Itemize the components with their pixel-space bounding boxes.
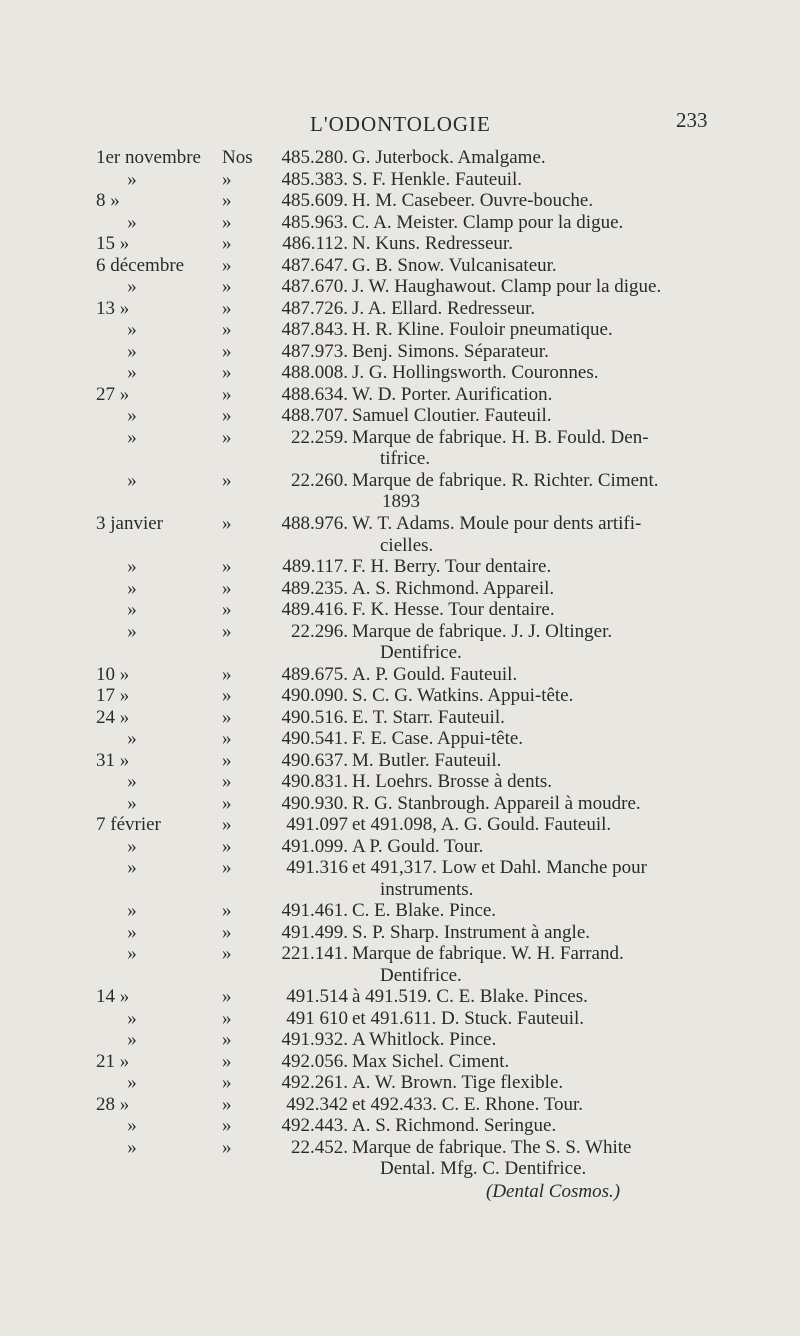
entry-date: 13 » (96, 297, 130, 319)
entry-number-prefix: » (222, 383, 232, 405)
source-citation: (Dental Cosmos.) (486, 1180, 621, 1202)
patent-entry (0, 1051, 800, 1073)
patent-description: S. P. Sharp. Instrument à angle. (352, 921, 591, 943)
patent-number: 489.675. (281, 663, 348, 685)
patent-description: A P. Gould. Tour. (352, 835, 484, 857)
patent-number: 489.117. (282, 556, 348, 577)
patent-entry (0, 362, 800, 384)
patent-description: et 492.433. C. E. Rhone. Tour. (352, 1093, 584, 1115)
patent-number: 491 610 (286, 1007, 348, 1029)
entry-date: » (127, 1072, 137, 1093)
patent-entry (0, 169, 800, 191)
patent-number: 487.843. (281, 319, 348, 340)
patent-description-continued: instruments. (380, 878, 474, 900)
patent-description: F. H. Berry. Tour dentaire. (352, 556, 552, 577)
patent-description: A. S. Richmond. Seringue. (352, 1115, 557, 1136)
year-heading (0, 491, 800, 513)
patent-entry (0, 190, 800, 212)
entry-date: » (127, 1029, 137, 1050)
patent-entry-continuation (0, 535, 800, 557)
entry-number-prefix: » (222, 190, 232, 211)
patent-number: 487.647. (281, 254, 348, 276)
patent-entry (0, 298, 800, 320)
patent-number: 491.316 (286, 857, 348, 878)
patent-number: 488.976. (281, 513, 348, 534)
patent-list (0, 147, 800, 1204)
patent-description: H. Loehrs. Brosse à dents. (352, 771, 552, 792)
patent-description: Max Sichel. Ciment. (352, 1050, 510, 1072)
patent-description: S. C. G. Watkins. Appui-tête. (352, 685, 574, 706)
entry-number-prefix: » (222, 1007, 232, 1029)
patent-entry (0, 814, 800, 836)
patent-description: Marque de fabrique. The S. S. White (352, 1136, 632, 1158)
entry-number-prefix: » (222, 577, 232, 599)
patent-number: 490.637. (281, 749, 348, 771)
patent-entry-continuation (0, 1158, 800, 1180)
patent-description: N. Kuns. Redresseur. (352, 233, 513, 254)
entry-date: » (127, 728, 137, 749)
entry-date: » (127, 556, 137, 577)
entry-number-prefix: » (222, 233, 232, 254)
entry-number-prefix: » (222, 426, 232, 448)
patent-number: 491.514 (286, 986, 348, 1007)
patent-entry (0, 900, 800, 922)
patent-entry (0, 319, 800, 341)
running-title: L'ODONTOLOGIE (310, 112, 491, 136)
patent-number: 221.141. (281, 943, 348, 964)
patent-number: 492.261. (281, 1072, 348, 1093)
entry-number-prefix: » (222, 943, 232, 964)
patent-number: 487.973. (281, 340, 348, 362)
patent-entry (0, 857, 800, 879)
patent-entry (0, 405, 800, 427)
entry-date: » (127, 1115, 137, 1136)
patent-entry (0, 1008, 800, 1030)
patent-entry (0, 664, 800, 686)
entry-number-prefix: Nos (222, 147, 253, 168)
entry-number-prefix: » (222, 362, 232, 383)
patent-description: Samuel Cloutier. Fauteuil. (352, 405, 552, 426)
patent-entry (0, 427, 800, 449)
page-number: 233 (676, 108, 708, 132)
patent-entry (0, 621, 800, 643)
entry-date: 17 » (96, 685, 130, 706)
entry-date: » (127, 857, 137, 878)
patent-number: 491.099. (281, 835, 348, 857)
patent-entry (0, 1072, 800, 1094)
patent-description: Marque de fabrique. H. B. Fould. Den- (352, 426, 649, 448)
entry-number-prefix: » (222, 728, 232, 749)
entry-date: 6 décembre (96, 254, 185, 276)
patent-number: 22.259. (291, 426, 348, 448)
entry-date: 1er novembre (96, 147, 201, 168)
patent-entry (0, 578, 800, 600)
entry-number-prefix: » (222, 1093, 232, 1115)
patent-description: A. P. Gould. Fauteuil. (352, 663, 518, 685)
entry-date: » (127, 599, 137, 620)
entry-date: » (127, 469, 137, 491)
patent-entry (0, 147, 800, 169)
patent-number: 485.280. (281, 147, 348, 168)
patent-description: A. S. Richmond. Appareil. (352, 577, 555, 599)
patent-entry-continuation (0, 965, 800, 987)
patent-entry-continuation (0, 642, 800, 664)
entry-date: 8 » (96, 190, 120, 211)
patent-entry (0, 1029, 800, 1051)
patent-number: 485.383. (281, 168, 348, 190)
patent-number: 486.112. (282, 233, 348, 254)
entry-date: 28 » (96, 1093, 130, 1115)
entry-number-prefix: » (222, 792, 232, 814)
entry-date: » (127, 405, 137, 426)
patent-number: 485.963. (281, 211, 348, 233)
source-line (0, 1180, 800, 1204)
patent-number: 491.097 (286, 814, 348, 835)
entry-date: 15 » (96, 233, 130, 254)
patent-number: 485.609. (281, 190, 348, 211)
patent-description: M. Butler. Fauteuil. (352, 749, 502, 771)
entry-date: » (127, 1136, 137, 1158)
entry-date: » (127, 792, 137, 814)
patent-entry (0, 470, 800, 492)
entry-number-prefix: » (222, 211, 232, 233)
entry-number-prefix: » (222, 168, 232, 190)
patent-number: 490.541. (281, 728, 348, 749)
entry-number-prefix: » (222, 1115, 232, 1136)
entry-date: » (127, 362, 137, 383)
patent-description: à 491.519. C. E. Blake. Pinces. (352, 986, 588, 1007)
patent-description: H. M. Casebeer. Ouvre-bouche. (352, 190, 594, 211)
entry-date: » (127, 340, 137, 362)
patent-description: et 491,317. Low et Dahl. Manche pour (352, 857, 647, 878)
entry-date: 10 » (96, 663, 130, 685)
patent-entry (0, 212, 800, 234)
entry-number-prefix: » (222, 340, 232, 362)
entry-date: » (127, 835, 137, 857)
patent-entry (0, 943, 800, 965)
patent-number: 491.499. (281, 921, 348, 943)
patent-description: A Whitlock. Pince. (352, 1029, 497, 1050)
patent-number: 488.634. (281, 383, 348, 405)
patent-description: W. T. Adams. Moule pour dents artifi- (352, 513, 642, 534)
patent-number: 489.235. (281, 577, 348, 599)
patent-description: R. G. Stanbrough. Appareil à moudre. (352, 792, 641, 814)
entry-number-prefix: » (222, 254, 232, 276)
entry-date: » (127, 943, 137, 964)
patent-entry (0, 836, 800, 858)
entry-date: » (127, 426, 137, 448)
patent-description: J. A. Ellard. Redresseur. (352, 297, 536, 319)
patent-description: G. B. Snow. Vulcanisateur. (352, 254, 557, 276)
patent-number: 490.090. (281, 685, 348, 706)
entry-number-prefix: » (222, 706, 232, 728)
patent-entry (0, 276, 800, 298)
entry-date: » (127, 921, 137, 943)
entry-number-prefix: » (222, 513, 232, 534)
entry-date: 31 » (96, 749, 130, 771)
patent-entry (0, 771, 800, 793)
patent-number: 491.461. (281, 900, 348, 921)
patent-entry (0, 986, 800, 1008)
entry-number-prefix: » (222, 835, 232, 857)
entry-number-prefix: » (222, 1136, 232, 1158)
patent-description: C. E. Blake. Pince. (352, 900, 497, 921)
entry-number-prefix: » (222, 469, 232, 491)
patent-entry (0, 685, 800, 707)
patent-entry (0, 513, 800, 535)
entry-number-prefix: » (222, 663, 232, 685)
patent-description: E. T. Starr. Fauteuil. (352, 706, 505, 728)
entry-date: 24 » (96, 706, 130, 728)
entry-number-prefix: » (222, 857, 232, 878)
entry-number-prefix: » (222, 319, 232, 340)
patent-number: 488.008. (281, 362, 348, 383)
patent-description: F. K. Hesse. Tour dentaire. (352, 599, 555, 620)
entry-date: » (127, 577, 137, 599)
entry-number-prefix: » (222, 771, 232, 792)
patent-number: 22.452. (291, 1136, 348, 1158)
patent-description: C. A. Meister. Clamp pour la digue. (352, 211, 624, 233)
patent-description-continued: Dental. Mfg. C. Dentifrice. (380, 1158, 587, 1179)
patent-description: J. W. Haughawout. Clamp pour la digue. (352, 276, 662, 297)
entry-number-prefix: » (222, 1072, 232, 1093)
entry-number-prefix: » (222, 986, 232, 1007)
patent-number: 489.416. (281, 599, 348, 620)
entry-date: » (127, 319, 137, 340)
patent-number: 22.296. (291, 620, 348, 642)
patent-description: Benj. Simons. Séparateur. (352, 340, 549, 362)
entry-number-prefix: » (222, 1050, 232, 1072)
patent-description: S. F. Henkle. Fauteuil. (352, 168, 522, 190)
patent-number: 22.260. (291, 469, 348, 491)
patent-entry (0, 750, 800, 772)
patent-entry (0, 922, 800, 944)
patent-entry (0, 233, 800, 255)
entry-number-prefix: » (222, 297, 232, 319)
patent-description: A. W. Brown. Tige flexible. (352, 1072, 564, 1093)
patent-entry-continuation (0, 448, 800, 470)
entry-number-prefix: » (222, 405, 232, 426)
patent-description: H. R. Kline. Fouloir pneumatique. (352, 319, 613, 340)
entry-number-prefix: » (222, 685, 232, 706)
entry-date: » (127, 276, 137, 297)
entry-number-prefix: » (222, 276, 232, 297)
entry-date: » (127, 1007, 137, 1029)
entry-number-prefix: » (222, 921, 232, 943)
patent-number: 491.932. (281, 1029, 348, 1050)
patent-entry (0, 793, 800, 815)
patent-number: 488.707. (281, 405, 348, 426)
patent-description: G. Juterbock. Amalgame. (352, 147, 546, 168)
patent-number: 490.930. (281, 792, 348, 814)
page-header (0, 108, 800, 142)
patent-entry (0, 599, 800, 621)
patent-number: 492.342 (286, 1093, 348, 1115)
patent-description: F. E. Case. Appui-tête. (352, 728, 524, 749)
patent-number: 490.516. (281, 706, 348, 728)
year-label: 1893 (382, 491, 420, 512)
patent-entry (0, 341, 800, 363)
patent-description: et 491.098, A. G. Gould. Fauteuil. (352, 814, 612, 835)
entry-date: 21 » (96, 1050, 130, 1072)
patent-entry (0, 556, 800, 578)
patent-entry (0, 1137, 800, 1159)
patent-description-continued: Dentifrice. (380, 642, 462, 663)
entry-number-prefix: » (222, 814, 232, 835)
patent-number: 490.831. (281, 771, 348, 792)
patent-entry (0, 255, 800, 277)
entry-date: » (127, 211, 137, 233)
patent-description-continued: tifrice. (380, 448, 431, 469)
patent-entry (0, 707, 800, 729)
patent-description-continued: Dentifrice. (380, 964, 462, 986)
patent-entry (0, 1094, 800, 1116)
entry-date: 14 » (96, 986, 130, 1007)
entry-number-prefix: » (222, 556, 232, 577)
entry-date: 3 janvier (96, 513, 164, 534)
patent-number: 492.443. (281, 1115, 348, 1136)
patent-description: Marque de fabrique. R. Richter. Ciment. (352, 469, 659, 491)
patent-description: Marque de fabrique. W. H. Farrand. (352, 943, 624, 964)
entry-date: » (127, 168, 137, 190)
patent-entry-continuation (0, 879, 800, 901)
entry-number-prefix: » (222, 1029, 232, 1050)
entry-number-prefix: » (222, 599, 232, 620)
patent-description: et 491.611. D. Stuck. Fauteuil. (352, 1007, 585, 1029)
patent-number: 492.056. (281, 1050, 348, 1072)
entry-date: 27 » (96, 383, 130, 405)
patent-description: W. D. Porter. Aurification. (352, 383, 553, 405)
entry-date: » (127, 900, 137, 921)
patent-entry (0, 1115, 800, 1137)
patent-number: 487.670. (281, 276, 348, 297)
entry-date: 7 février (96, 814, 161, 835)
entry-date: » (127, 771, 137, 792)
patent-description: J. G. Hollingsworth. Couronnes. (352, 362, 599, 383)
patent-entry (0, 728, 800, 750)
patent-description-continued: cielles. (380, 534, 434, 556)
entry-number-prefix: » (222, 749, 232, 771)
patent-number: 487.726. (281, 297, 348, 319)
patent-entry (0, 384, 800, 406)
entry-number-prefix: » (222, 900, 232, 921)
patent-description: Marque de fabrique. J. J. Oltinger. (352, 620, 613, 642)
entry-number-prefix: » (222, 620, 232, 642)
entry-date: » (127, 620, 137, 642)
